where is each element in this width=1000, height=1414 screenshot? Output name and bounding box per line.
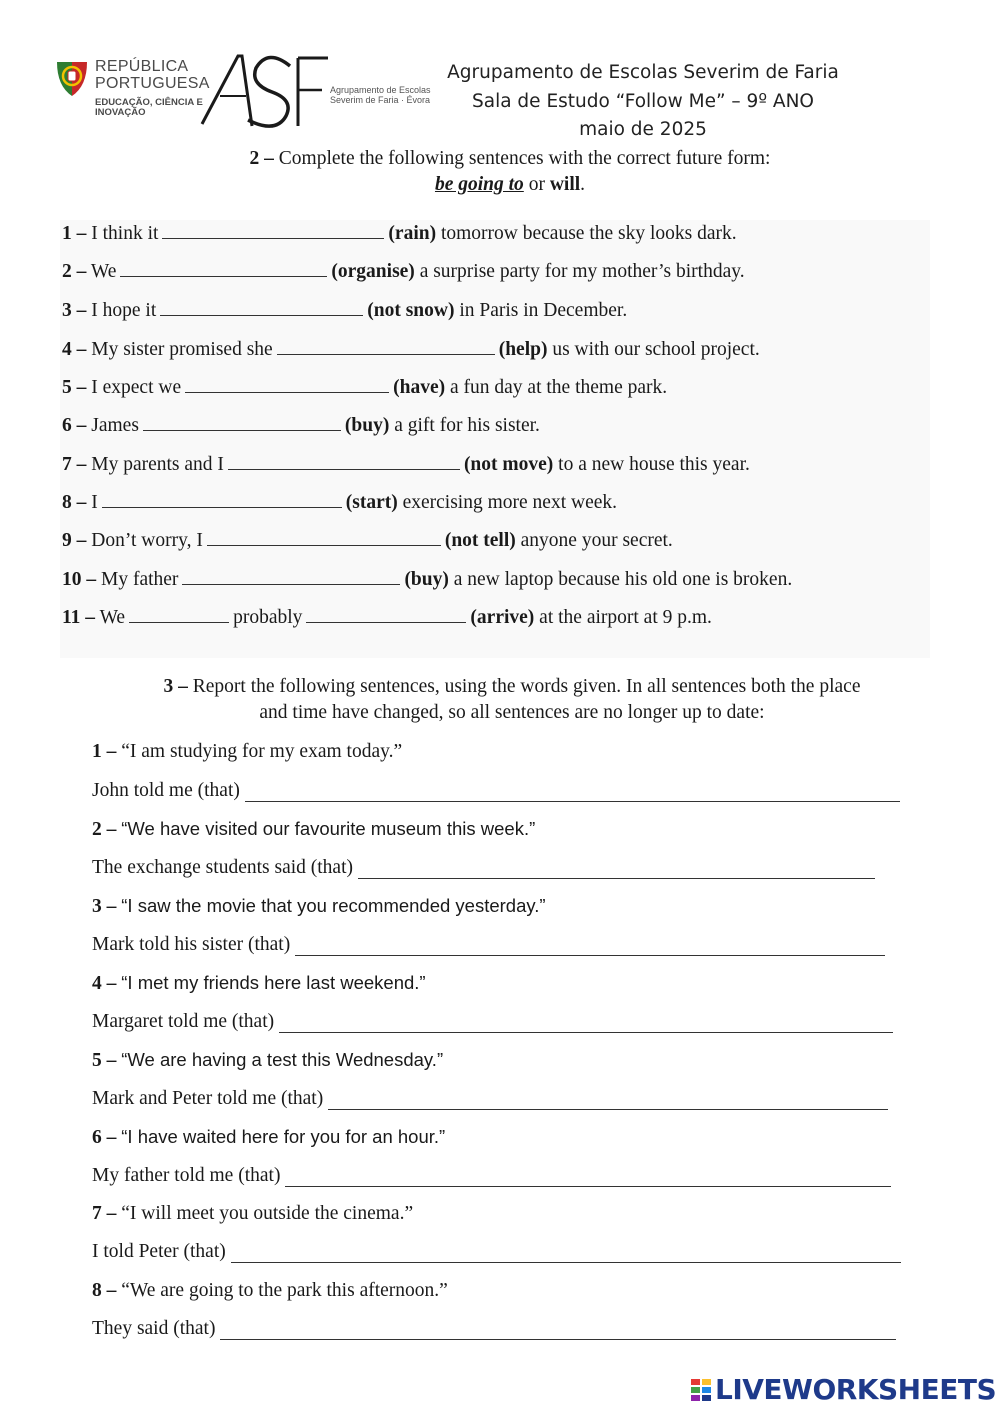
exercise3-answer-2 xyxy=(92,857,875,879)
item-number: 8 – xyxy=(62,492,87,513)
item-number: 4 – xyxy=(62,339,87,360)
answer-blank-2[interactable] xyxy=(306,605,466,623)
answer-line[interactable] xyxy=(285,1168,891,1187)
item-number: 5 – xyxy=(92,1050,117,1071)
answer-prompt: Margaret told me (that) xyxy=(92,1011,275,1032)
quote-text: “We are having a test this Wednesday.” xyxy=(121,1049,444,1070)
item-verb: (not move) xyxy=(463,454,554,475)
item-verb: (not snow) xyxy=(367,300,455,321)
item-verb: (help) xyxy=(498,339,548,360)
exercise2-item-8 xyxy=(62,490,617,514)
item-number: 2 – xyxy=(62,261,87,282)
exercise3-quote-7 xyxy=(92,1203,413,1225)
exercise2-box xyxy=(60,220,930,658)
answer-prompt: John told me (that) xyxy=(92,780,240,801)
answer-blank[interactable] xyxy=(277,337,495,355)
exercise2-item-9 xyxy=(62,528,673,552)
republica-portuguesa-logo xyxy=(95,58,210,118)
item-number: 7 – xyxy=(92,1203,117,1224)
answer-blank[interactable] xyxy=(182,567,400,585)
exercise3-answer-7 xyxy=(92,1241,901,1263)
item-number: 1 – xyxy=(92,741,117,762)
class-title: Sala de Estudo “Follow Me” – 9º ANO xyxy=(472,91,814,112)
answer-line[interactable] xyxy=(220,1321,896,1340)
exercise2-number: 2 – xyxy=(249,148,274,169)
item-text-after: a fun day at the theme park. xyxy=(450,377,668,398)
exercise2-item-5 xyxy=(62,375,667,399)
exercise3-answer-6 xyxy=(92,1165,891,1187)
item-number: 1 – xyxy=(62,223,87,244)
item-text-after: to a new house this year. xyxy=(558,454,750,475)
asf-caption-line2: Severim de Faria · Évora xyxy=(330,95,431,105)
exercise2-item-6 xyxy=(62,413,540,437)
item-number: 3 – xyxy=(62,300,87,321)
item-verb: (organise) xyxy=(331,261,415,282)
exercise2-item-7 xyxy=(62,452,750,476)
answer-blank[interactable] xyxy=(160,298,363,316)
item-number: 2 – xyxy=(92,819,117,840)
item-text-after: us with our school project. xyxy=(552,339,760,360)
item-verb: (have) xyxy=(393,377,446,398)
quote-text: “I am studying for my exam today.” xyxy=(121,741,403,762)
item-text-before: Don’t worry, I xyxy=(91,530,203,551)
exercise3-quote-1 xyxy=(92,741,402,763)
item-text-after: exercising more next week. xyxy=(402,492,618,513)
school-name: Agrupamento de Escolas Severim de Faria xyxy=(447,62,839,83)
quote-text: “I saw the movie that you recommended yesterday.” xyxy=(121,895,546,916)
answer-blank[interactable] xyxy=(207,528,441,546)
exercise2-item-11 xyxy=(62,605,712,629)
answer-blank[interactable] xyxy=(228,452,460,470)
exercise3-answer-4 xyxy=(92,1011,893,1033)
document-date: maio de 2025 xyxy=(579,119,707,140)
quote-text: “I will meet you outside the cinema.” xyxy=(121,1203,414,1224)
item-text-middle: probably xyxy=(233,607,303,628)
exercise3-answer-5 xyxy=(92,1088,888,1110)
item-number: 11 – xyxy=(62,607,96,628)
item-text-after: anyone your secret. xyxy=(520,530,673,551)
item-verb: (not tell) xyxy=(444,530,516,551)
option-will: will xyxy=(549,174,581,195)
item-number: 7 – xyxy=(62,454,87,475)
item-text-before: I think it xyxy=(91,223,159,244)
exercise2-instruction-text: Complete the following sentences with the correct future form: xyxy=(278,148,771,169)
exercise3-quote-5 xyxy=(92,1049,443,1072)
exercise3-answer-3 xyxy=(92,934,885,956)
answer-prompt: The exchange students said (that) xyxy=(92,857,353,878)
period: . xyxy=(580,174,586,195)
item-verb: (buy) xyxy=(344,415,390,436)
item-number: 8 – xyxy=(92,1280,117,1301)
answer-line[interactable] xyxy=(358,860,875,879)
item-number: 4 – xyxy=(92,973,117,994)
liveworksheets-wordmark: LIVEWORKSHEETS xyxy=(715,1373,997,1406)
item-text-before: James xyxy=(91,415,139,436)
item-text-before: My sister promised she xyxy=(91,339,273,360)
item-text-after: a new laptop because his old one is broken. xyxy=(453,569,793,590)
asf-caption-line1: Agrupamento de Escolas xyxy=(330,85,431,95)
item-text-after: at the airport at 9 p.m. xyxy=(539,607,712,628)
item-text-before: We xyxy=(99,607,126,628)
exercise2-item-4 xyxy=(62,337,760,361)
exercise2-item-3 xyxy=(62,298,627,322)
answer-blank[interactable] xyxy=(185,375,389,393)
exercise3-instruction-line1: Report the following sentences, using the words given. In all sentences both the place xyxy=(192,676,861,697)
answer-prompt: They said (that) xyxy=(92,1318,216,1339)
answer-line[interactable] xyxy=(279,1014,893,1033)
exercise3-answer-1 xyxy=(92,780,900,802)
item-text-after: tomorrow because the sky looks dark. xyxy=(440,223,737,244)
exercise3-quote-3 xyxy=(92,895,546,918)
answer-blank[interactable] xyxy=(143,413,341,431)
item-text-after: a gift for his sister. xyxy=(394,415,540,436)
exercise3-number: 3 – xyxy=(163,676,188,697)
item-text-before: My father xyxy=(101,569,179,590)
answer-blank-1[interactable] xyxy=(129,605,229,623)
item-number: 3 – xyxy=(92,896,117,917)
exercise3-instruction-line2: and time have changed, so all sentences are no longer up to date: xyxy=(259,702,765,723)
answer-line[interactable] xyxy=(231,1244,901,1263)
item-number: 6 – xyxy=(62,415,87,436)
liveworksheets-icon xyxy=(690,1378,712,1402)
item-text-after: a surprise party for my mother’s birthday. xyxy=(419,261,745,282)
item-text-before: I xyxy=(91,492,98,513)
answer-blank[interactable] xyxy=(120,259,327,277)
exercise2-instruction xyxy=(100,146,920,198)
exercise3-quote-6 xyxy=(92,1126,445,1149)
item-verb: (rain) xyxy=(388,223,437,244)
answer-blank[interactable] xyxy=(102,490,342,508)
exercise3-quote-4 xyxy=(92,972,426,995)
answer-prompt: Mark told his sister (that) xyxy=(92,934,291,955)
answer-line[interactable] xyxy=(328,1091,888,1110)
quote-text: “We are going to the park this afternoon.” xyxy=(121,1280,448,1301)
answer-blank[interactable] xyxy=(162,221,384,239)
answer-line[interactable] xyxy=(295,937,885,956)
exercise2-item-2 xyxy=(62,259,745,283)
department-name: EDUCAÇÃO, CIÊNCIA E INOVAÇÃO xyxy=(95,97,203,118)
item-number: 5 – xyxy=(62,377,87,398)
republica-line1: REPÚBLICA xyxy=(95,58,189,75)
exercise3-quote-8 xyxy=(92,1280,448,1302)
item-verb: (buy) xyxy=(404,569,449,590)
item-verb: (start) xyxy=(345,492,398,513)
item-text-before: I expect we xyxy=(91,377,182,398)
item-number: 10 – xyxy=(62,569,97,590)
answer-prompt: Mark and Peter told me (that) xyxy=(92,1088,324,1109)
item-text-before: We xyxy=(90,261,117,282)
item-text-after: in Paris in December. xyxy=(459,300,628,321)
liveworksheets-logo xyxy=(690,1373,997,1406)
exercise3-instruction xyxy=(92,674,932,726)
exercise2-item-1 xyxy=(62,221,737,245)
option-be-going-to: be going to xyxy=(434,174,524,195)
answer-prompt: I told Peter (that) xyxy=(92,1241,226,1262)
answer-line[interactable] xyxy=(245,783,900,802)
answer-prompt: My father told me (that) xyxy=(92,1165,281,1186)
item-text-before: I hope it xyxy=(91,300,157,321)
quote-text: “We have visited our favourite museum this week.” xyxy=(121,818,536,839)
exercise2-item-10 xyxy=(62,567,792,591)
item-number: 9 – xyxy=(62,530,87,551)
exercise3-quote-2 xyxy=(92,818,535,841)
quote-text: “I met my friends here last weekend.” xyxy=(121,972,426,993)
exercise3-answer-8 xyxy=(92,1318,896,1340)
item-text-before: My parents and I xyxy=(91,454,224,475)
republica-line2: PORTUGUESA xyxy=(95,75,210,92)
quote-text: “I have waited here for you for an hour.” xyxy=(121,1126,446,1147)
option-or: or xyxy=(528,174,545,195)
portugal-emblem-icon xyxy=(55,56,89,100)
item-number: 6 – xyxy=(92,1127,117,1148)
item-verb: (arrive) xyxy=(470,607,535,628)
asf-school-logo xyxy=(198,54,330,130)
